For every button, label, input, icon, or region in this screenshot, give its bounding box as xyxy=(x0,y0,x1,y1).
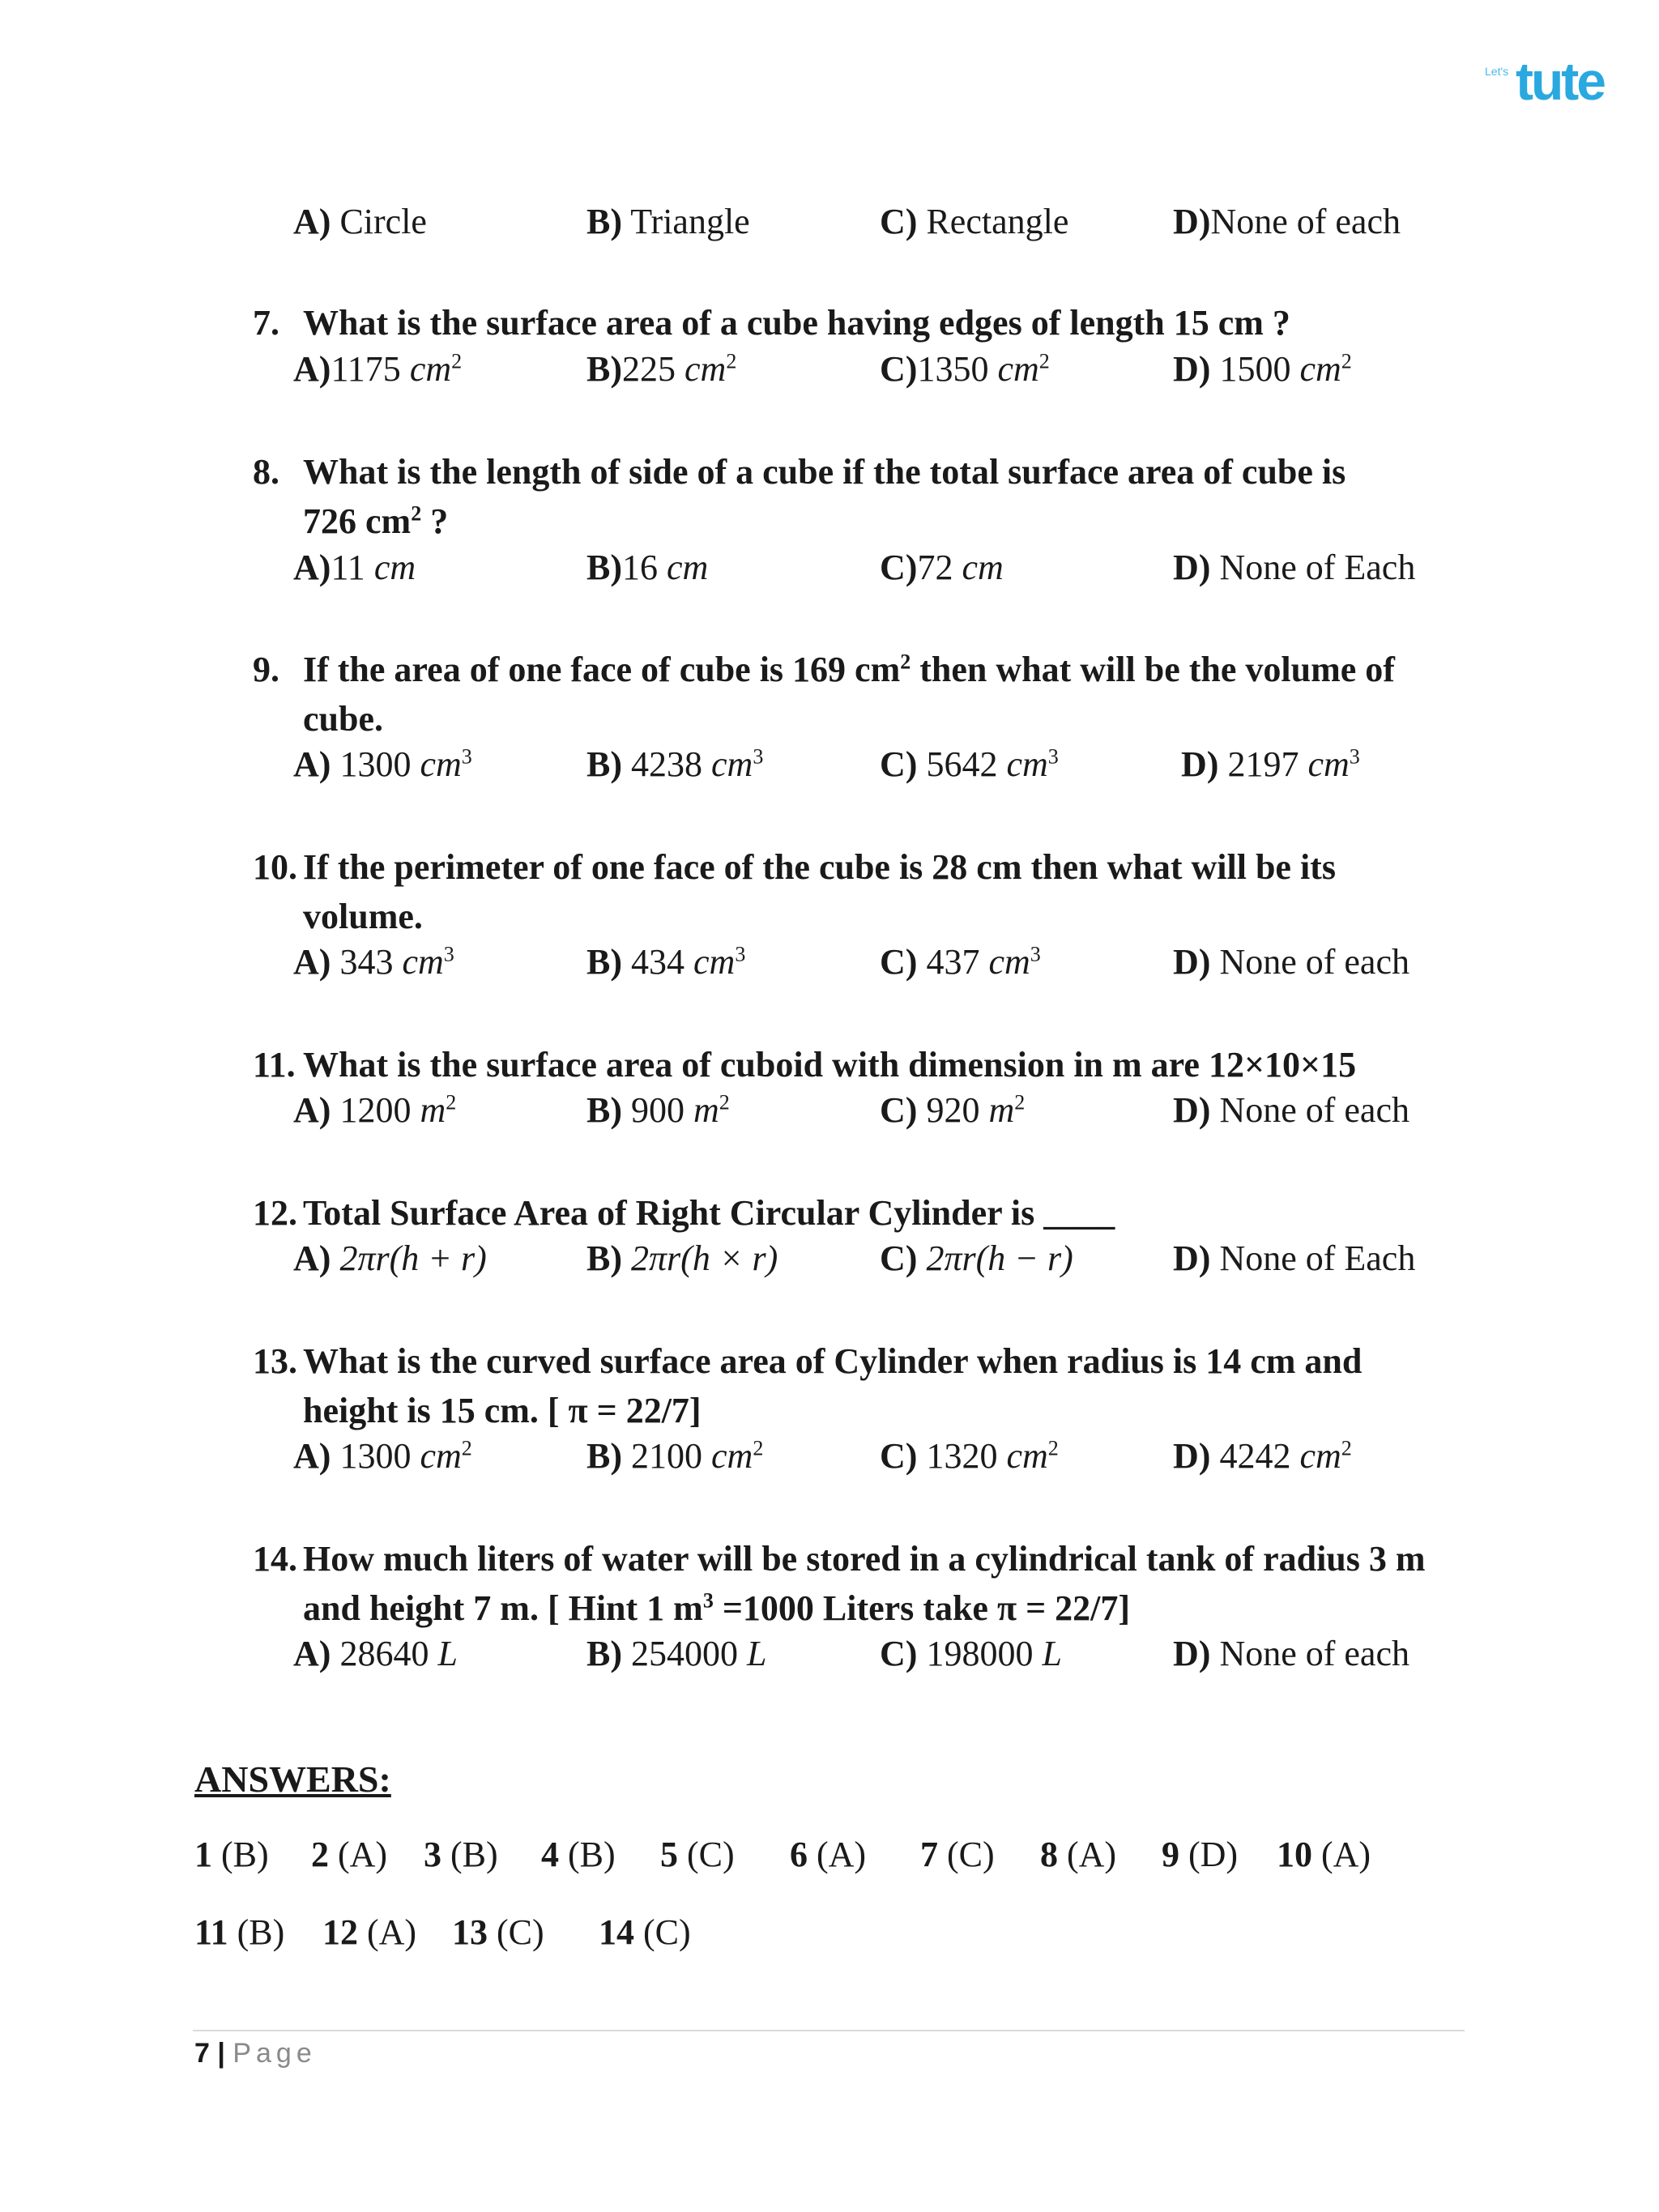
option-c: C) 2πr(h − r) xyxy=(880,1238,1073,1278)
answer-item: 8 (A) xyxy=(1040,1835,1117,1874)
answer-item: 12 (A) xyxy=(322,1912,417,1952)
question-number: 8. xyxy=(253,452,279,492)
question-number: 11. xyxy=(253,1045,296,1085)
question-number: 10. xyxy=(253,847,297,887)
option-d: D) 4242 $cm^2$ xyxy=(1173,1436,1352,1476)
option-a: A) 343 $cm^3$ xyxy=(293,942,454,982)
question-14 xyxy=(253,1534,1460,1633)
answer-item: 10 (A) xyxy=(1277,1835,1371,1874)
logo-small-text: Let's xyxy=(1485,65,1509,78)
options-row-q7 xyxy=(293,348,1508,399)
option-c: C) 1320 $cm^2$ xyxy=(880,1436,1059,1476)
option-c: C)72 cm xyxy=(880,548,1004,587)
option-b: B)225 $cm^2$ xyxy=(586,349,737,389)
logo-text: tute xyxy=(1516,51,1604,111)
options-row-q14 xyxy=(293,1633,1508,1683)
option-c: C) Rectangle xyxy=(880,202,1069,241)
answer-item: 14 (C) xyxy=(599,1912,691,1952)
question-text: If the perimeter of one face of the cube is 28 cm then what will be its volume. xyxy=(303,847,1336,936)
option-b: B)16 cm xyxy=(586,548,709,587)
option-d: D) 1500 $cm^2$ xyxy=(1173,349,1352,389)
answer-item: 5 (C) xyxy=(660,1835,735,1874)
question-9 xyxy=(253,645,1460,744)
option-c: C) 5642 $cm^3$ xyxy=(880,744,1059,784)
question-13 xyxy=(253,1336,1460,1435)
option-c: C) 198000 L xyxy=(880,1634,1062,1673)
option-d: D) None of each xyxy=(1173,942,1410,982)
brand-logo xyxy=(1485,51,1627,121)
options-row-q9 xyxy=(293,744,1508,794)
question-number: 13. xyxy=(253,1341,297,1381)
footer-separator: | xyxy=(217,2038,225,2069)
option-a: A) 2πr(h + r) xyxy=(293,1238,487,1278)
option-c: C) 920 $m^2$ xyxy=(880,1090,1026,1130)
question-text: What is the curved surface area of Cylinder when radius is 14 cm and height is 15 cm. [ π = 22/7] xyxy=(303,1341,1363,1430)
answer-item: 4 (B) xyxy=(541,1835,616,1874)
question-12 xyxy=(253,1188,1460,1238)
answer-item: 7 (C) xyxy=(920,1835,995,1874)
option-b: B) Triangle xyxy=(586,202,750,241)
options-row-q13 xyxy=(293,1435,1508,1485)
options-row-q12 xyxy=(293,1238,1508,1288)
option-d: D)None of each xyxy=(1173,202,1401,241)
option-b: B) 254000 L xyxy=(586,1634,767,1673)
options-row-q11 xyxy=(293,1089,1508,1140)
question-8 xyxy=(253,447,1460,546)
question-text: What is the surface area of cuboid with dimension in m are 12×10×15 xyxy=(303,1045,1357,1085)
option-d: D) None of Each xyxy=(1173,548,1416,587)
question-text: What is the surface area of a cube having edges of length 15 cm ? xyxy=(303,303,1290,343)
page-label: Page xyxy=(232,2038,317,2069)
option-b: B) 2100 $cm^2$ xyxy=(586,1436,764,1476)
option-a: A) 1200 $m^2$ xyxy=(293,1090,457,1130)
question-10 xyxy=(253,842,1460,941)
option-a: A) 28640 L xyxy=(293,1634,458,1673)
option-a: A)1175 $cm^2$ xyxy=(293,349,463,389)
options-row-q10 xyxy=(293,941,1508,991)
footer-divider xyxy=(193,2030,1465,2031)
option-b: B) 900 $m^2$ xyxy=(586,1090,730,1130)
option-b: B) 4238 $cm^3$ xyxy=(586,744,764,784)
answer-item: 6 (A) xyxy=(790,1835,867,1874)
question-number: 9. xyxy=(253,650,279,689)
question-11 xyxy=(253,1040,1460,1089)
page-number: 7 xyxy=(194,2038,210,2069)
page-footer xyxy=(194,2038,317,2069)
answer-item: 13 (C) xyxy=(452,1912,544,1952)
question-number: 7. xyxy=(253,303,279,343)
options-row-q8 xyxy=(293,547,1508,597)
option-b: B) 2πr(h × r) xyxy=(586,1238,778,1278)
answer-item: 2 (A) xyxy=(311,1835,388,1874)
options-row-q6 xyxy=(293,201,1508,251)
option-d: D) None of each xyxy=(1173,1634,1410,1673)
option-a: A) Circle xyxy=(293,202,427,241)
option-c: C)1350 $cm^2$ xyxy=(880,349,1050,389)
option-a: A) 1300 $cm^3$ xyxy=(293,744,472,784)
question-number: 14. xyxy=(253,1539,297,1579)
question-text: What is the length of side of a cube if the total surface area of cube is 726 $cm^2$ ? xyxy=(303,452,1346,541)
option-c: C) 437 $cm^3$ xyxy=(880,942,1041,982)
question-text: How much liters of water will be stored in a cylindrical tank of radius 3 m and height 7 m. [ Hint 1 $m^3 =1000$ Liters take π = 22/7] xyxy=(303,1539,1426,1628)
answer-item: 11 (B) xyxy=(194,1912,285,1952)
question-7 xyxy=(253,298,1460,347)
answer-item: 1 (B) xyxy=(194,1835,269,1874)
option-d: D) None of each xyxy=(1173,1090,1410,1130)
option-d: D) None of Each xyxy=(1173,1238,1416,1278)
option-b: B) 434 $cm^3$ xyxy=(586,942,746,982)
answer-item: 9 (D) xyxy=(1162,1835,1239,1874)
question-text: If the area of one face of cube is 169 $cm^2$ then what will be the volume of cube. xyxy=(303,650,1395,739)
answers-heading: ANSWERS: xyxy=(194,1758,391,1800)
option-d: D) 2197 $cm^3$ xyxy=(1181,744,1360,784)
option-a: A) 1300 $cm^2$ xyxy=(293,1436,472,1476)
option-a: A)11 cm xyxy=(293,548,416,587)
question-number: 12. xyxy=(253,1193,297,1233)
question-text: Total Surface Area of Right Circular Cylinder is ____ xyxy=(303,1193,1115,1233)
answer-item: 3 (B) xyxy=(424,1835,498,1874)
